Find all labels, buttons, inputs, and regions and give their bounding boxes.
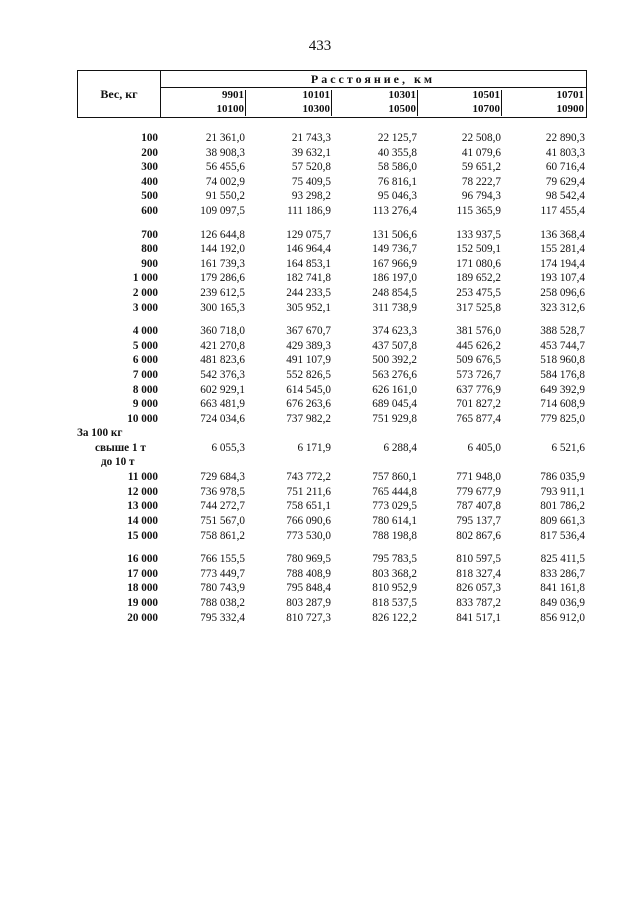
rate-cell: 144 192,0 — [200, 243, 245, 256]
distance-column-header: Расстояние, км — [160, 71, 586, 88]
rate-cell: 757 860,1 — [372, 471, 417, 484]
weight-cell: 4 000 — [132, 325, 158, 338]
table-row — [77, 485, 587, 500]
rate-cell: 701 827,2 — [456, 398, 501, 411]
weight-cell: 2 000 — [132, 286, 158, 299]
weight-cell: 700 — [141, 228, 158, 241]
distance-range-header — [246, 88, 332, 117]
rate-cell: 481 823,6 — [200, 354, 245, 367]
rate-cell: 41 079,6 — [461, 146, 501, 159]
table-row — [77, 204, 587, 219]
rate-cell: 41 803,3 — [545, 146, 585, 159]
rate-cell: 841 517,1 — [456, 611, 501, 624]
table-row — [77, 257, 587, 272]
rate-cell: 765 444,8 — [372, 485, 417, 498]
table-row — [77, 146, 587, 161]
rate-cell: 849 036,9 — [540, 597, 585, 610]
rate-cell: 500 392,2 — [372, 354, 417, 367]
rate-cell: 765 877,4 — [456, 412, 501, 425]
rate-cell: 773 530,0 — [286, 529, 331, 542]
rate-cell: 445 626,2 — [456, 339, 501, 352]
rate-cell: 129 075,7 — [286, 228, 331, 241]
weight-cell: 6 000 — [132, 354, 158, 367]
table-row — [77, 286, 587, 301]
rate-cell: 75 409,5 — [291, 175, 331, 188]
table-row — [77, 242, 587, 257]
rate-cell: 787 407,8 — [456, 500, 501, 513]
rate-cell: 60 716,4 — [545, 161, 585, 174]
rate-cell: 22 508,0 — [461, 132, 501, 144]
rate-cell: 189 652,2 — [456, 272, 501, 285]
rate-cell: 817 536,4 — [540, 529, 585, 542]
rate-cell: 311 738,9 — [372, 301, 417, 314]
rate-cell: 146 964,4 — [286, 243, 331, 256]
rate-cell: 6 055,3 — [211, 441, 245, 454]
rate-cell: 552 826,5 — [286, 368, 331, 381]
rate-cell: 95 046,3 — [377, 190, 417, 203]
rate-cell: 6 521,6 — [551, 441, 585, 454]
rate-cell: 174 194,4 — [540, 257, 585, 270]
weight-cell: 5 000 — [132, 339, 158, 352]
table-row — [77, 426, 587, 470]
weight-cell: 16 000 — [127, 553, 158, 566]
rate-cell: 300 165,3 — [200, 301, 245, 314]
page-number: 433 — [308, 38, 332, 54]
rate-cell: 780 614,1 — [372, 515, 417, 528]
rate-cell: 563 276,6 — [372, 368, 417, 381]
rate-cell: 663 481,9 — [200, 398, 245, 411]
rate-cell: 59 651,2 — [461, 161, 501, 174]
weight-label-line: За 100 кг — [77, 427, 123, 440]
rate-cell: 323 312,6 — [540, 301, 585, 314]
table-row — [77, 131, 587, 146]
weight-cell: 800 — [141, 243, 158, 256]
weight-cell: 10 000 — [127, 412, 158, 425]
rate-cell: 724 034,6 — [200, 412, 245, 425]
rate-cell: 826 057,3 — [456, 582, 501, 595]
range-from: 10101 — [302, 89, 330, 101]
weight-cell: 500 — [141, 190, 158, 203]
rate-cell: 115 365,9 — [456, 204, 501, 217]
rate-cell: 491 107,9 — [286, 354, 331, 367]
rate-cell: 6 405,0 — [467, 441, 501, 454]
table-row — [77, 368, 587, 383]
table-header — [77, 70, 587, 118]
rate-cell: 76 816,1 — [377, 175, 417, 188]
weight-cell: 100 — [141, 132, 158, 144]
rate-cell: 22 890,3 — [545, 132, 585, 144]
rate-cell: 253 475,5 — [456, 286, 501, 299]
rate-cell: 773 029,5 — [372, 500, 417, 513]
rate-cell: 388 528,7 — [540, 325, 585, 338]
weight-cell: 13 000 — [127, 500, 158, 513]
range-to: 10300 — [302, 103, 330, 115]
rate-cell: 736 978,5 — [200, 485, 245, 498]
rate-cell: 6 288,4 — [383, 441, 417, 454]
rate-cell: 111 186,9 — [287, 204, 331, 217]
range-from: 10301 — [388, 89, 416, 101]
rate-cell: 91 550,2 — [205, 190, 245, 203]
rate-cell: 795 783,5 — [372, 553, 417, 566]
rate-cell: 74 002,9 — [205, 175, 245, 188]
rate-cell: 744 272,7 — [200, 500, 245, 513]
rate-cell: 737 982,2 — [286, 412, 331, 425]
rate-cell: 766 090,6 — [286, 515, 331, 528]
weight-cell: 11 000 — [127, 471, 158, 484]
weight-cell: 7 000 — [132, 368, 158, 381]
rate-cell: 779 677,9 — [456, 485, 501, 498]
rate-cell: 258 096,6 — [540, 286, 585, 299]
range-to: 10700 — [472, 103, 500, 115]
table-row — [77, 353, 587, 368]
rate-cell: 833 286,7 — [540, 567, 585, 580]
rate-cell: 453 744,7 — [540, 339, 585, 352]
rate-cell: 626 161,0 — [372, 383, 417, 396]
rate-cell: 248 854,5 — [372, 286, 417, 299]
rate-cell: 244 233,5 — [286, 286, 331, 299]
rate-cell: 786 035,9 — [540, 471, 585, 484]
rate-cell: 788 198,8 — [372, 529, 417, 542]
table-row — [77, 397, 587, 412]
weight-label-line: до 10 т — [101, 456, 135, 469]
rate-cell: 117 455,4 — [540, 204, 585, 217]
rate-cell: 637 776,9 — [456, 383, 501, 396]
rate-cell: 56 455,6 — [205, 161, 245, 174]
weight-cell: 17 000 — [127, 567, 158, 580]
rate-cell: 802 867,6 — [456, 529, 501, 542]
rate-cell: 751 211,6 — [286, 485, 331, 498]
table-row — [77, 596, 587, 611]
rate-cell: 614 545,0 — [286, 383, 331, 396]
rate-cell: 39 632,1 — [291, 146, 331, 159]
rate-cell: 96 794,3 — [461, 190, 501, 203]
rate-cell: 729 684,3 — [200, 471, 245, 484]
rate-cell: 788 408,9 — [286, 567, 331, 580]
rate-cell: 57 520,8 — [291, 161, 331, 174]
rate-cell: 133 937,5 — [456, 228, 501, 241]
rate-cell: 841 161,8 — [540, 582, 585, 595]
rate-cell: 78 222,7 — [461, 175, 501, 188]
rate-cell: 773 449,7 — [200, 567, 245, 580]
rate-cell: 509 676,5 — [456, 354, 501, 367]
rate-cell: 795 848,4 — [286, 582, 331, 595]
rate-cell: 6 171,9 — [297, 441, 331, 454]
rate-cell: 818 537,5 — [372, 597, 417, 610]
table-row — [77, 499, 587, 514]
rate-cell: 801 786,2 — [540, 500, 585, 513]
rate-cell: 164 853,1 — [286, 257, 331, 270]
rate-cell: 714 608,9 — [540, 398, 585, 411]
rate-cell: 751 567,0 — [200, 515, 245, 528]
distance-range-header — [502, 88, 586, 117]
rate-cell: 826 122,2 — [372, 611, 417, 624]
rate-cell: 109 097,5 — [200, 204, 245, 217]
weight-cell: 9 000 — [132, 398, 158, 411]
rate-cell: 126 644,8 — [200, 228, 245, 241]
rate-cell: 602 929,1 — [200, 383, 245, 396]
weight-cell: 900 — [141, 257, 158, 270]
rate-cell: 779 825,0 — [540, 412, 585, 425]
range-from: 9901 — [222, 89, 244, 101]
table-row — [77, 611, 587, 626]
rate-cell: 758 651,1 — [286, 500, 331, 513]
rate-cell: 689 045,4 — [372, 398, 417, 411]
rate-cell: 766 155,5 — [200, 553, 245, 566]
table-row — [77, 581, 587, 596]
rate-cell: 167 966,9 — [372, 257, 417, 270]
rate-cell: 825 411,5 — [540, 553, 585, 566]
range-to: 10900 — [556, 103, 584, 115]
table-row — [77, 529, 587, 544]
weight-label-line: свыше 1 т — [95, 441, 146, 454]
weight-column-header: Вес, кг — [78, 71, 161, 117]
rate-cell: 360 718,0 — [200, 325, 245, 338]
table-row — [77, 160, 587, 175]
rate-cell: 437 507,8 — [372, 339, 417, 352]
rate-cell: 193 107,4 — [540, 272, 585, 285]
weight-cell: 14 000 — [127, 515, 158, 528]
rate-cell: 179 286,6 — [200, 272, 245, 285]
table-row — [77, 271, 587, 286]
rate-cell: 751 929,8 — [372, 412, 417, 425]
rate-cell: 186 197,0 — [372, 272, 417, 285]
table-row — [77, 383, 587, 398]
rate-cell: 367 670,7 — [286, 325, 331, 338]
rate-cell: 113 276,4 — [372, 204, 417, 217]
rate-cell: 810 727,3 — [286, 611, 331, 624]
rate-table-body — [77, 131, 587, 625]
rate-cell: 429 389,3 — [286, 339, 331, 352]
rate-cell: 22 125,7 — [377, 132, 417, 144]
rate-cell: 152 509,1 — [456, 243, 501, 256]
rate-cell: 171 080,6 — [456, 257, 501, 270]
weight-cell: 20 000 — [127, 611, 158, 624]
rate-cell: 803 368,2 — [372, 567, 417, 580]
range-from: 10701 — [556, 89, 584, 101]
rate-cell: 788 038,2 — [200, 597, 245, 610]
table-row — [77, 567, 587, 582]
rate-cell: 856 912,0 — [540, 611, 585, 624]
weight-cell: 1 000 — [132, 272, 158, 285]
rate-cell: 743 772,2 — [286, 471, 331, 484]
table-row — [77, 228, 587, 243]
rate-cell: 676 263,6 — [286, 398, 331, 411]
rate-cell: 518 960,8 — [540, 354, 585, 367]
range-from: 10501 — [472, 89, 500, 101]
weight-cell: 3 000 — [132, 301, 158, 314]
table-row — [77, 552, 587, 567]
rate-cell: 584 176,8 — [540, 368, 585, 381]
weight-cell: 8 000 — [132, 383, 158, 396]
rate-cell: 573 726,7 — [456, 368, 501, 381]
distance-range-header — [418, 88, 502, 117]
rate-cell: 795 332,4 — [200, 611, 245, 624]
rate-cell: 810 952,9 — [372, 582, 417, 595]
rate-cell: 374 623,3 — [372, 325, 417, 338]
rate-cell: 136 368,4 — [540, 228, 585, 241]
rate-cell: 421 270,8 — [200, 339, 245, 352]
rate-cell: 758 861,2 — [200, 529, 245, 542]
rate-cell: 79 629,4 — [545, 175, 585, 188]
rate-cell: 317 525,8 — [456, 301, 501, 314]
weight-cell: 15 000 — [127, 529, 158, 542]
rate-cell: 98 542,4 — [545, 190, 585, 203]
table-row — [77, 175, 587, 190]
rate-cell: 780 969,5 — [286, 553, 331, 566]
rate-cell: 649 392,9 — [540, 383, 585, 396]
rate-cell: 809 661,3 — [540, 515, 585, 528]
rate-cell: 542 376,3 — [200, 368, 245, 381]
table-row — [77, 470, 587, 485]
rate-cell: 381 576,0 — [456, 325, 501, 338]
rate-cell: 795 137,7 — [456, 515, 501, 528]
rate-cell: 803 287,9 — [286, 597, 331, 610]
range-to: 10100 — [216, 103, 244, 115]
rate-cell: 38 908,3 — [205, 146, 245, 159]
rate-cell: 771 948,0 — [456, 471, 501, 484]
rate-cell: 305 952,1 — [286, 301, 331, 314]
weight-cell: 200 — [141, 146, 158, 159]
distance-range-header — [332, 88, 418, 117]
weight-cell: 600 — [141, 204, 158, 217]
table-row — [77, 412, 587, 427]
rate-cell: 131 506,6 — [372, 228, 417, 241]
rate-cell: 21 361,0 — [205, 132, 245, 144]
rate-cell: 93 298,2 — [291, 190, 331, 203]
weight-cell: 400 — [141, 175, 158, 188]
table-row — [77, 324, 587, 339]
weight-cell — [77, 426, 158, 470]
weight-cell: 300 — [141, 161, 158, 174]
rate-cell: 155 281,4 — [540, 243, 585, 256]
table-row — [77, 189, 587, 204]
rate-cell: 239 612,5 — [200, 286, 245, 299]
rate-cell: 161 739,3 — [200, 257, 245, 270]
table-row — [77, 301, 587, 316]
rate-cell: 833 787,2 — [456, 597, 501, 610]
rate-cell: 793 911,1 — [540, 485, 585, 498]
rate-cell: 149 736,7 — [372, 243, 417, 256]
weight-cell: 18 000 — [127, 582, 158, 595]
rate-cell: 810 597,5 — [456, 553, 501, 566]
rate-cell: 818 327,4 — [456, 567, 501, 580]
rate-cell: 21 743,3 — [291, 132, 331, 144]
table-row — [77, 514, 587, 529]
range-to: 10500 — [388, 103, 416, 115]
rate-cell: 182 741,8 — [286, 272, 331, 285]
rate-cell: 780 743,9 — [200, 582, 245, 595]
weight-cell: 19 000 — [127, 597, 158, 610]
table-row — [77, 339, 587, 354]
rate-cell: 58 586,0 — [377, 161, 417, 174]
weight-cell: 12 000 — [127, 485, 158, 498]
rate-cell: 40 355,8 — [377, 146, 417, 159]
distance-range-header — [160, 88, 246, 117]
